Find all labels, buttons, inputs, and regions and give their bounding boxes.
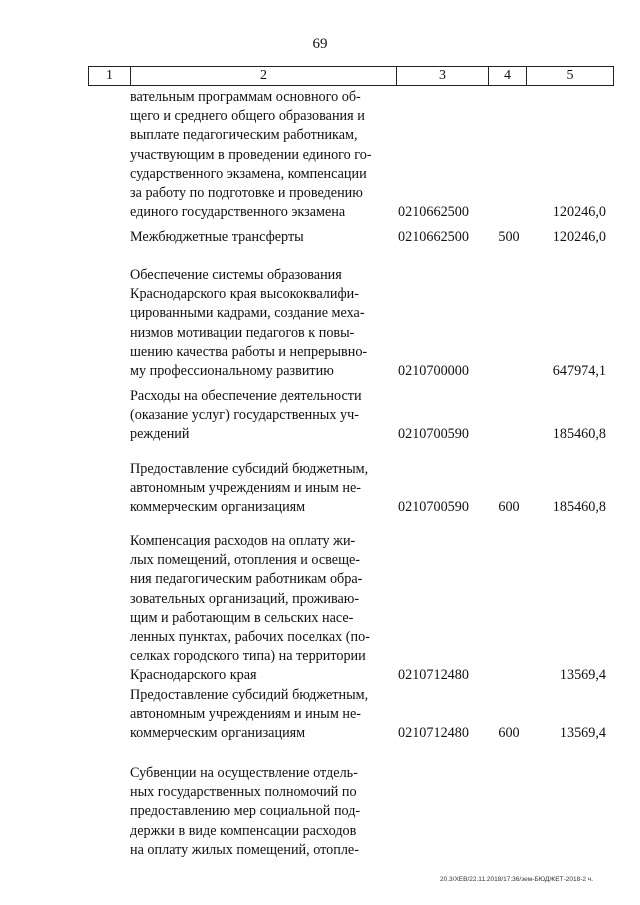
page-number: 69 bbox=[312, 36, 328, 52]
row-sum: 185460,8 bbox=[552, 426, 606, 442]
row-sum: 13569,4 bbox=[559, 725, 606, 741]
table-row bbox=[130, 532, 610, 686]
row-description: Обеспечение системы образования Краснодарского края высококвалифи- цированными кадрами, создание меха- низмов мотивации педагогов к повы- шению качества работы и непрерывно- му профессиональному развитию bbox=[130, 267, 368, 380]
table-row bbox=[130, 228, 610, 248]
row-sum: 120246,0 bbox=[552, 204, 606, 220]
row-description: Субвенции на осуществление отдель- ных государственных полномочий по предоставлению мер социальной под- держки в виде компенсации расходов на оплату жилых помещений, отопле- bbox=[130, 765, 361, 858]
document-footer: 20.3/ХЕВ/22.11.2018/17:36/зем-БЮДЖЕТ-2018-2 ч. bbox=[440, 876, 594, 883]
row-description: Компенсация расходов на оплату жи- лых помещений, отопления и освеще- ния педагогическим работникам обра- зовательных организаций, проживаю- щим и работающим в сельских насе- ленных пунктах, рабочих поселках (по- селках городского типа) на территории Краснодарского края bbox=[130, 533, 370, 684]
row-code: 0210700590 bbox=[398, 499, 469, 515]
column-header-1: 1 bbox=[89, 67, 131, 85]
row-kvr: 600 bbox=[498, 725, 520, 741]
table-row bbox=[130, 460, 610, 518]
row-kvr: 500 bbox=[498, 229, 520, 245]
column-header-2: 2 bbox=[131, 67, 397, 85]
table-row bbox=[130, 686, 610, 744]
row-sum: 120246,0 bbox=[552, 229, 606, 245]
row-description: Межбюджетные трансферты bbox=[130, 229, 304, 245]
row-sum: 13569,4 bbox=[559, 667, 606, 683]
row-code: 0210712480 bbox=[398, 667, 469, 683]
table-row bbox=[130, 88, 610, 222]
table-row bbox=[130, 266, 610, 382]
table-row bbox=[130, 764, 610, 862]
row-code: 0210662500 bbox=[398, 204, 469, 220]
column-header-4: 4 bbox=[489, 67, 527, 85]
row-code: 0210662500 bbox=[398, 229, 469, 245]
row-description: Предоставление субсидий бюджетным, автономным учреждениям и иным не- коммерческим организациям bbox=[130, 461, 369, 516]
row-kvr: 600 bbox=[498, 499, 520, 515]
row-code: 0210700000 bbox=[398, 363, 469, 379]
column-header-3: 3 bbox=[397, 67, 489, 85]
table-row bbox=[130, 387, 610, 445]
row-code: 0210700590 bbox=[398, 426, 469, 442]
row-description: вательным программам основного об- щего и среднего общего образования и выплате педагогическим работникам, участвующим в проведении единого го- сударственного экзамена, компенсации за работу по подготовке и проведению единого государственного экзамена bbox=[130, 89, 372, 221]
row-code: 0210712480 bbox=[398, 725, 469, 741]
row-sum: 185460,8 bbox=[552, 499, 606, 515]
column-header-5: 5 bbox=[566, 68, 574, 83]
table-header-row bbox=[88, 66, 614, 86]
row-sum: 647974,1 bbox=[552, 363, 606, 379]
row-description: Расходы на обеспечение деятельности (оказание услуг) государственных уч- реждений bbox=[130, 388, 362, 443]
row-description: Предоставление субсидий бюджетным, автономным учреждениям и иным не- коммерческим организациям bbox=[130, 687, 369, 742]
